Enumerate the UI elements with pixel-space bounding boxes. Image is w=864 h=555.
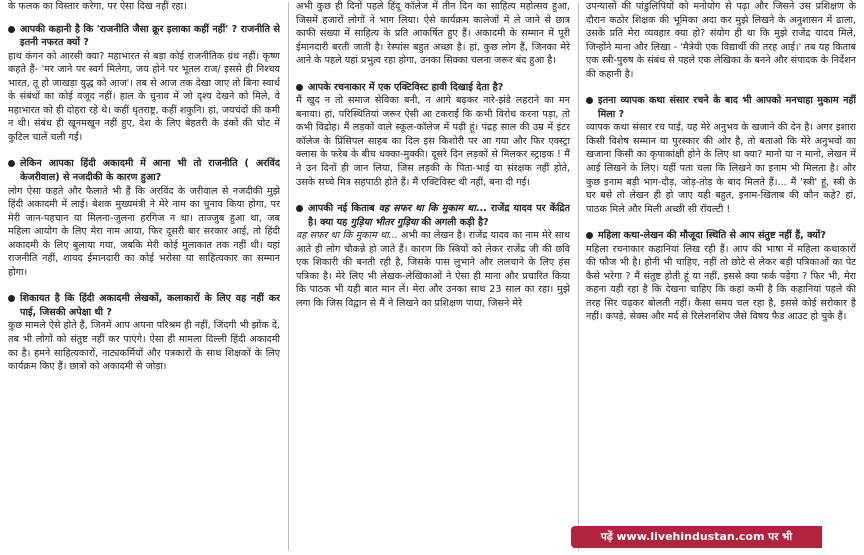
question-heading [8, 292, 280, 319]
question-heading [8, 23, 280, 50]
answer-text: अभी कुछ ही दिनों पहले हिंदू कॉलेज में तीन दिन का साहित्य महोत्सव हुआ, जिसमें हजारों लोगों ने भाग लिया। ऐसे कार्यक्रम कालेजों में ले जाने से छात्र काफी संख्या में साहित्य के प्रति आकर्षित हुए हैं। अकादमी के सम्मान में पूरी ईमानदारी बरती जाती है। रेस्पांस बहुत अच्छा है। हां, कुछ लोग हैं, जिनका मेरे आने के पहले यहां प्रभुत्व रहा होगा, उनका सिक्का चलना जरूर बंद हुआ है। [296, 1, 570, 67]
question-text: लेकिन आपका हिंदी अकादमी में आना भी तो राजनीति ( अरविंद केजरीवाल) से नजदीकी के कारण हुआ? [20, 158, 280, 184]
answer-text: मैं खुद न तो समाज सेविका बनी, न आगे बढ़कर नारे-झंडे लहराने का मन बनाया। हां, परिस्थितियां जरूर ऐसी आ टकराईं कि कभी विरोध करना पड़ा, तो कभी विद्रोह। मैं लड़कों वाले स्कूल-कॉलेज में पढ़ी हूं। पंद्रह साल की उम्र में इंटर कॉलेज के प्रिंसिपल साहब का दिल इस किशोरी पर आ गया और फिर एक्स्ट्रा क्लास के फरेब के बीच धक्का-मुक्की। दूसरे दिन लड़कों से मिलकर स्ट्राइक ! मैं ने उन दिनों ही जान लिया, जिस लड़की के पिता-भाई या संरक्षक नहीं होते, उसके सच्चे मित्र सहपाठी होते हैं। मैं एक्टिविस्ट थी नहीं, बना दी गई। [296, 95, 570, 188]
question-text: आपकी कहानी है कि 'राजनीति जैसा क्रूर इलाका कहीं नहीं' ? राजनीति से इतनी नफरत क्यों ? [20, 23, 280, 49]
answer-text: व्यापक कथा संसार रच पाई, यह मेरे अनुभव के खजाने की देन है। अगर इशारा किसी विशेष सम्मान या पुरस्कार की ओर है, तो बताओ कि मेरे अनुभवों का खजाना किसी का कृपाकांक्षी होने के लिए था क्या? मानो या न मानो, लेखन में आई लिखने के लिए। यहीं पता चला कि लिखने का इनाम भी मिलता है। और कुछ इनाम बड़ी भाग-दौड़, जोड़-तोड़ के बाद मिलते हैं।... मैं 'स्त्री' हूं, स्त्री के घर बसे तो लेखन ही हो जाए यही बहुत, इनाम-खिताब की कौन कहे? हां, पाठक मिले और मिली अच्छी सी रॉयल्टी ! [586, 122, 856, 215]
column-3 [586, 0, 856, 555]
question-heading [586, 94, 856, 121]
question-heading [8, 157, 280, 184]
website-banner[interactable] [571, 526, 822, 548]
banner-suffix: पर भी [764, 531, 793, 543]
answer-text: कुछ मामले ऐसे होते हैं, जिनमें आप अपना परिश्रम ही नहीं, जिंदगी भी झोंक दें, तब भी लोगों को संतुष्ट नहीं कर पाएंगे। ऐसा ही मामला दिल्ली हिंदी अकादमी का है। हमने साहित्यकारों, नाट्यकर्मियों और पत्रकारों के साथ शिक्षकों के लिए कार्यक्रम किए हैं। छात्रों को अकादमी से जोड़ा। [8, 320, 280, 373]
answer-text: हाथ कंगन को आरसी क्या? महाभारत से बड़ा कोई राजनीतिक ग्रंथ नहीं। कृष्ण कहते हैं- 'मर जाने पर स्वर्ग मिलेगा, जय होने पर भूतल राज/ इससे ही निश्चय भारत, तू हो जाखड़ा युद्ध को आज'। तब से आज तक देखा जाए तो बिना स्वार्थ के संबंधों का कोई वजूद नहीं। हाल के चुनाव में जो दृश्य देखने को मिले, वे महाभारत को ही दोहरा रहे थे। कहीं धृतराष्ट्र, कहीं शकुनि। हां, जयचंदों की कमी न थी। संबंध ही खूनमखून नहीं हुए, देश के लिए बेहतरी के डंकों की चोट में कुटिल चालें चली गईं। [8, 50, 280, 143]
column-divider [288, 2, 289, 551]
bullet-icon [8, 26, 15, 33]
book-title: वह सफर था कि मुकाम था... [296, 230, 398, 242]
question-text-start: आपकी नई किताब [308, 203, 379, 215]
book-title: वह सफर था कि मुकाम था [378, 203, 476, 215]
bullet-icon [8, 160, 15, 167]
question-text-middle: ... राजेंद्र यादव पर केंद्रित है। क्या यह [308, 203, 570, 228]
answer-text: लोग ऐसा कहते और फैलाते भी हैं कि अरविंद के जरीवाल से नजदीकी मुझे हिंदी अकादमी में लाई। बेशक मुख्यमंत्री ने मेरे नाम का चुनाव किया होगा, पर मेरी जान-पहचान या मिलना-जुलना हरगिज न था। ताज्जुब हुआ था, जब महिला आयोग के लिए मेरा नाम आया, फिर दूसरी बार सरकार आई, तो हिंदी अकादमी के लिए बुलाया गया, जबकि मेरी कोई मुलाकात तक नहीं थी। यहां राजनीति नहीं, शायद ईमानदारी का कोई भरोसा या साहित्यकार का सम्मान होगा। [8, 185, 280, 278]
question-text-end: की अगली कड़ी है? [418, 216, 489, 228]
answer-text: उपन्यासों की पांडुलिपियों को मनोयोग से पढ़ा और जिसने उस प्रशिक्षण के दौरान कठोर शिक्षक की भूमिका अदा कर मुझे लिखने के अनुशासन में ढाला, उसके प्रति मेरा व्यवहार क्या हो? संयोग ही था कि मुझे राजेंद्र यादव मिले, जिन्होंने माना और लिखा - 'मैत्रेयी एक विद्यार्थी की तरह आई।' तब यह किताब एक स्त्री-पुरुष के संबंध से पहले एक लेखिका के बनने और संपादक के निर्देशन की कहानी है। [586, 1, 856, 80]
bullet-icon [296, 205, 303, 212]
column-1 [8, 0, 280, 555]
book-title: गुड़िया भीतर गुड़िया [350, 216, 419, 228]
bullet-icon [586, 97, 593, 104]
bullet-icon [8, 295, 15, 302]
bullet-icon [586, 232, 593, 239]
answer-text: के फलक का विस्तार करेगा, पर ऐसा दिख नहीं रहा। [8, 1, 187, 12]
column-divider [578, 2, 579, 551]
question-heading [296, 81, 570, 95]
answer-text [296, 229, 570, 310]
column-2 [296, 0, 570, 555]
question-text: शिकायत है कि हिंदी अकादमी लेखकों, कलाकारों के लिए वह नहीं कर पाई, जिसकी अपेक्षा थी ? [20, 293, 280, 318]
question-heading [586, 229, 856, 243]
banner-prefix: पढ़ें [600, 531, 617, 543]
question-text: आपके रचनाकार में एक एक्टिविस्ट हावी दिखाई देता है? [308, 81, 504, 93]
website-link[interactable]: www.livehindustan.com [616, 530, 765, 543]
question-text: महिला कथा-लेखन की मौजूदा स्थिति से आप संतुष्ट नहीं हैं, क्यों? [598, 230, 826, 242]
question-heading [296, 202, 570, 229]
answer-text: महिला रचनाकार कहानियां लिख रही हैं। आप की भाषा में महिला कथाकारों की फौज भी है। होनी भी चाहिए, नहीं तो छोटे से लेकर बड़ी पत्रिकाओं का पेट कैसे भरेगा ? मैं संतुष्ट होती हूं या नहीं, इससे क्या फर्क पड़ेगा ? फिर भी, मेरा कहना यही रहा है कि देखना चाहिए कि कहां कमी है कि कहानियां पहले की तरह सिर चढ़कर बोलती नहीं। कैसा समय चल रहा है, इससे कोई सरोकार है नहीं। कपड़े, सेक्स और मर्द से रिलेशनशिप जैसे विषय फैड आउट हो चुके हैं। [586, 243, 856, 323]
bullet-icon [296, 84, 303, 91]
question-text: इतना व्यापक कथा संसार रचने के बाद भी आपको मनचाहा मुकाम नहीं मिला ? [598, 95, 856, 120]
answer-body: अभी का लेखन है। राजेंद्र यादव का नाम मेरे साथ आते ही लोग चौकन्ने हो जाते हैं। कारण कि स्त्रियों को लेकर राजेंद्र जी की छवि एक शिकारी की बनती रही है, जिसके पास लुभाने और ललचाने के लिए हंस पत्रिका है। मेरे लिए भी लेखक-लेखिकाओं ने ऐसा ही माना और प्रचारित किया कि पाठक भी यही बात मान लें। मेरा और उनका साथ 23 साल का रहा। मुझे लगा कि जिस विद्वान से मैं ने लिखने का प्रशिक्षण पाया, जिसने मेरे [296, 230, 570, 309]
